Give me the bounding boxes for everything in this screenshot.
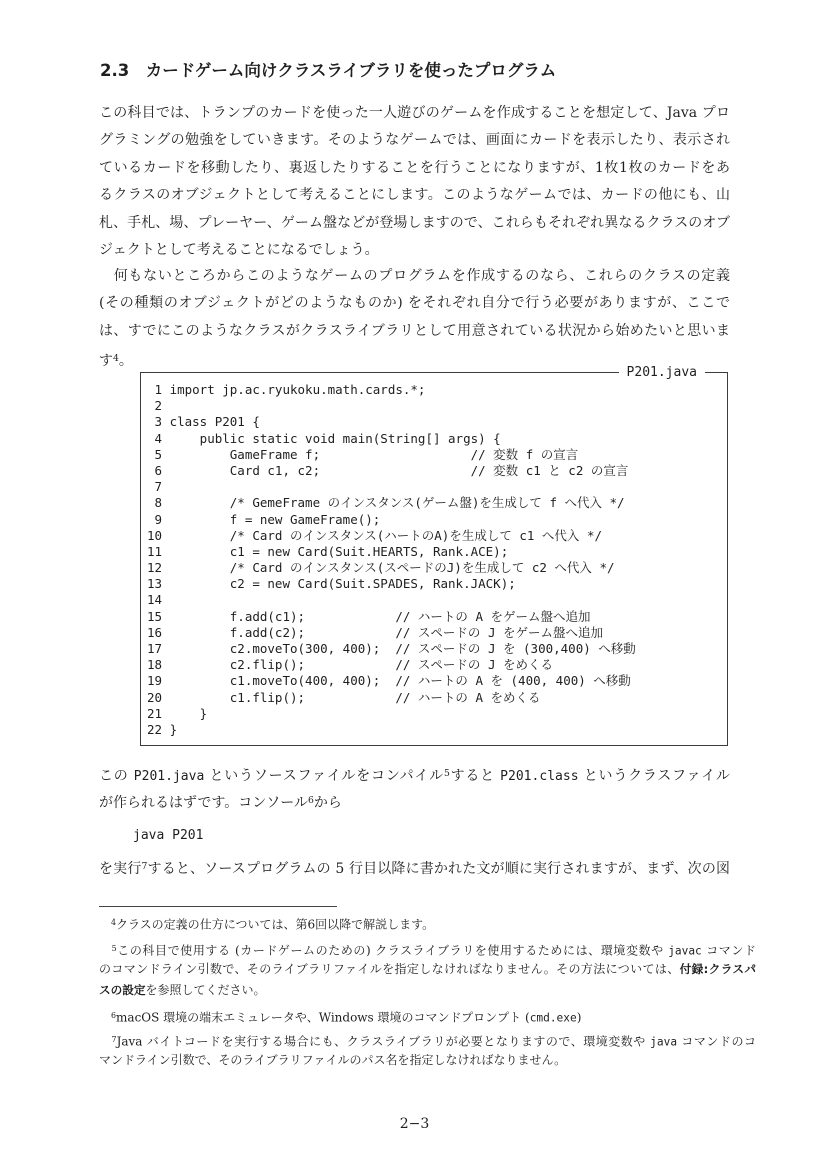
footnote-text-line — [99, 1029, 756, 1050]
code-line: 18 c2.flip(); // スペードの J をめくる — [147, 657, 554, 673]
sup-text-segment: 4 — [111, 918, 117, 927]
text-segment: マンドライン引数で、そのライブラリファイルのパス名を指定しなければなりません。 — [99, 1053, 567, 1068]
text-segment: すると、ソースプログラムの 5 行目以降に書かれた文が順に実行されますが、まず、次の図 — [147, 861, 730, 878]
text-segment: は、すでにこのようなクラスがクラスライブラリとして用意されている状況から始めたいと思いま — [99, 322, 730, 339]
sup-text-segment: 6 — [308, 795, 314, 807]
text-segment: Java バイトコードを実行する場合にも、クラスライブラリが必要となりますので、環境変数や — [116, 1034, 651, 1049]
intro-paragraph — [99, 100, 730, 264]
text-segment: というクラスファイル — [578, 768, 730, 785]
text-segment: この科目では、トランプのカードを使った一人遊びのゲームを作成することを想定して、Java プロ — [99, 105, 730, 121]
text-segment — [99, 1035, 112, 1049]
text-segment: macOS 環境の端末エミュレータや、Windows 環境のコマンドプロンプト ( — [116, 1010, 530, 1025]
body-text-line — [99, 100, 730, 127]
text-segment: グラミングの勉強をしていきます。そのようなゲームでは、画面にカードを表示したり、表示され — [99, 132, 730, 149]
code-line: 20 c1.flip(); // ハートの A をめくる — [147, 689, 541, 705]
code-line: 22 } — [147, 721, 178, 737]
section-heading: 2.3 カードゲーム向けクラスライブラリを使ったプログラム — [100, 61, 557, 80]
footnote-4 — [99, 912, 756, 933]
footnote-text-line — [99, 1005, 756, 1026]
code-line: 16 f.add(c2); // スペードの J をゲーム盤へ追加 — [147, 624, 604, 640]
second-paragraph — [99, 263, 730, 373]
code-line: 8 /* GemeFrame のインスタンス(ゲーム盤)を生成して f へ代入 */ — [147, 495, 625, 511]
body-text-line — [99, 127, 730, 154]
footnote-5 — [99, 938, 756, 1002]
text-segment: ) — [576, 1010, 582, 1025]
code-text-segment: P201.class — [500, 769, 579, 785]
code-line: 5 GameFrame f; // 変数 f の宣言 — [147, 446, 579, 462]
code-line: 21 } — [147, 705, 208, 721]
text-segment: 。 — [118, 353, 133, 370]
sup-text-segment: 4 — [113, 353, 119, 365]
text-segment — [99, 1011, 111, 1025]
text-segment — [99, 918, 111, 932]
compile-paragraph — [99, 760, 730, 815]
sup-text-segment: 6 — [111, 1011, 117, 1020]
code-listing-filename: P201.java — [619, 364, 705, 381]
text-segment: 何もないところからこのようなゲームのプログラムを作成するのなら、これらのクラスの定義 — [99, 268, 730, 284]
code-text-segment: java — [650, 1035, 678, 1049]
footnote-separator-rule — [99, 906, 337, 907]
text-segment: ジェクトとして考えることになるでしょう。 — [99, 241, 379, 258]
code-line: 1 import jp.ac.ryukoku.math.cards.*; — [147, 382, 426, 397]
code-line: 4 public static void main(String[] args) { — [147, 430, 501, 446]
page-number: 2−3 — [399, 1116, 430, 1132]
text-segment: を実行 — [99, 861, 142, 878]
body-text-line — [99, 182, 730, 209]
code-listing-box — [140, 365, 728, 746]
text-segment: を参照してください。 — [145, 983, 266, 998]
text-segment: というソースファイルをコンパイル — [204, 768, 444, 785]
text-segment: から — [313, 795, 342, 812]
code-line: 14 — [147, 592, 163, 608]
body-text-line — [99, 290, 730, 317]
text-segment: (その種類のオブジェクトがどのようなものか) をそれぞれ自分で行う必要がありますが、ここで — [99, 295, 730, 312]
body-text-line — [99, 263, 730, 290]
code-line: 13 c2 = new Card(Suit.SPADES, Rank.JACK); — [147, 576, 516, 592]
code-line: 2 — [147, 398, 163, 414]
sup-text-segment: 5 — [443, 768, 450, 779]
run-paragraph — [99, 853, 730, 880]
code-line: 6 Card c1, c2; // 変数 c1 と c2 の宣言 — [147, 462, 629, 478]
text-segment: この科目で使用する (カードゲームのための) クラスライブラリを使用するためには、環境変数や — [116, 943, 669, 958]
body-text-line — [99, 237, 730, 264]
text-segment: この — [99, 768, 134, 785]
code-line: 10 /* Card のインスタンス(ハートのA)を生成して c1 へ代入 */ — [147, 527, 602, 543]
command-line: java P201 — [133, 828, 204, 843]
code-line: 17 c2.moveTo(300, 400); // スペードの J を (300,400) へ移動 — [147, 641, 636, 656]
footnote-6 — [99, 1005, 756, 1026]
text-segment: のコマンドライン引数で、そのライブラリファイルを指定しなければなりません。その方法については、 — [99, 962, 680, 977]
body-text-line — [99, 760, 730, 787]
footnote-text-line — [99, 912, 756, 933]
bold-text-segment: スの設定 — [99, 983, 146, 998]
code-listing — [147, 382, 723, 738]
text-segment: コマンドのコ — [677, 1034, 756, 1049]
text-segment: 札、手札、場、プレーヤー、ゲーム盤などが登場しますので、これらもそれぞれ異なるクラスのオブ — [99, 214, 730, 231]
code-text-segment: P201.java — [133, 769, 205, 785]
footnote-text-line — [99, 980, 756, 1001]
body-text-line — [99, 853, 730, 880]
code-text-segment: cmd.exe — [529, 1011, 577, 1025]
sup-text-segment: 7 — [141, 861, 148, 872]
sup-text-segment: 5 — [111, 944, 117, 953]
text-segment: クラスの定義の仕方については、第6回以降で解説します。 — [116, 917, 435, 932]
text-segment: コマンド — [701, 943, 756, 958]
body-text-line — [99, 210, 730, 237]
footnote-text-line — [99, 938, 756, 959]
code-line: 19 c1.moveTo(400, 400); // ハートの A を (400, 400) へ移動 — [147, 673, 631, 689]
code-line: 9 f = new GameFrame(); — [147, 511, 381, 527]
code-text-segment: javac — [668, 944, 702, 958]
footnote-7 — [99, 1029, 756, 1071]
body-text-line — [99, 787, 730, 814]
bold-text-segment: 付録:クラスパ — [679, 962, 756, 977]
sup-text-segment: 7 — [111, 1035, 117, 1044]
code-line: 11 c1 = new Card(Suit.HEARTS, Rank.ACE); — [147, 543, 509, 559]
text-segment: が作られるはずです。コンソール — [99, 795, 309, 812]
footnote-text-line — [99, 1050, 756, 1071]
code-line: 12 /* Card のインスタンス(スペードのJ)を生成して c2 へ代入 */ — [147, 560, 615, 576]
text-segment: るクラスのオブジェクトとして考えることにします。このようなゲームでは、カードの他にも、山 — [99, 187, 730, 204]
text-segment: ているカードを移動したり、裏返したりすることを行うことになりますが、1枚1枚のカードをあ — [99, 159, 730, 176]
code-line: 7 — [147, 479, 163, 495]
text-segment: すると — [449, 768, 501, 785]
body-text-line — [99, 155, 730, 182]
text-segment — [99, 944, 112, 958]
text-segment: す — [99, 353, 113, 370]
footnote-text-line — [99, 959, 756, 980]
body-text-line — [99, 318, 730, 345]
code-line: 3 class P201 { — [147, 414, 260, 430]
code-line: 15 f.add(c1); // ハートの A をゲーム盤へ追加 — [147, 608, 591, 624]
